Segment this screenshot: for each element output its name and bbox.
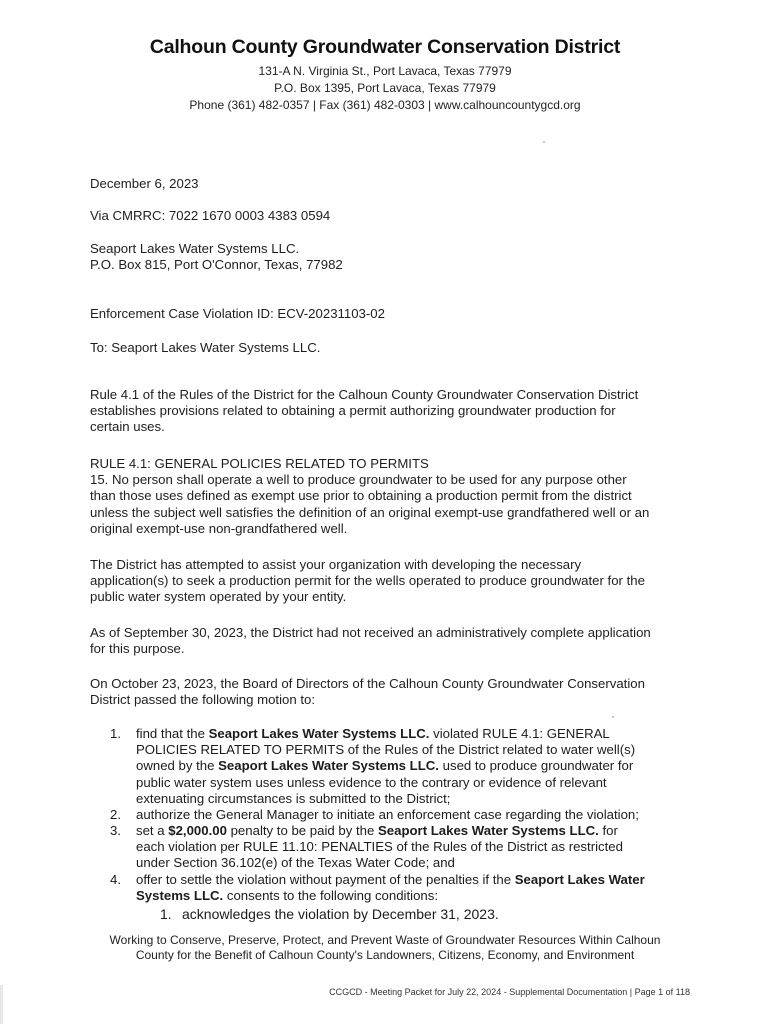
list-item	[110, 823, 700, 873]
text-run: for	[598, 823, 618, 838]
text-run: consents to the following conditions:	[223, 888, 439, 904]
text-line: extenuating circumstances is submitted to the District;	[136, 790, 451, 806]
bold-entity: Seaport Lakes Water Systems LLC.	[377, 823, 599, 838]
paragraph-assistance	[90, 557, 690, 606]
item-number: 4.	[110, 872, 121, 887]
footer-motto	[0, 933, 770, 963]
recipient-name: Seaport Lakes Water Systems LLC.	[90, 241, 300, 256]
paragraph-board-motion	[90, 676, 690, 708]
text-line: public water system uses unless evidence to the contrary or evidence of relevant	[136, 774, 607, 790]
text-line: than those uses defined as exempt use prior to obtaining a production permit from the district	[90, 488, 632, 504]
item-number: 1.	[110, 726, 121, 741]
text-run: penalty to be paid by the	[226, 823, 378, 838]
text-line: under Section 36.102(e) of the Texas Water Code; and	[136, 855, 455, 871]
text-run: used to produce groundwater for	[438, 758, 634, 774]
text-run: violated RULE 4.1: GENERAL	[429, 726, 610, 741]
text-line: acknowledges the violation by December 31, 2023.	[182, 906, 499, 922]
text-line: On October 23, 2023, the Board of Directors of the Calhoun County Groundwater Conservation	[90, 676, 645, 691]
street-address: 131-A N. Virginia St., Port Lavaca, Texas 77979	[258, 64, 512, 78]
bold-entity: Seaport Lakes Water Systems LLC.	[208, 726, 430, 741]
text-line: County for the Benefit of Calhoun County's Landowners, Citizens, Economy, and Environment	[135, 948, 635, 962]
scan-speck	[543, 141, 545, 143]
text-line: POLICIES RELATED TO PERMITS of the Rules of the District related to water well(s)	[136, 742, 636, 758]
text-run: set a	[136, 823, 169, 838]
page-number-footer: CCGCD - Meeting Packet for July 22, 2024 - Supplemental Documentation | Page 1 of 118	[329, 987, 690, 997]
text-line: public water system operated by your entity.	[90, 589, 347, 605]
text-line: original exempt-use non-grandfathered well.	[90, 520, 348, 536]
item-number: 3.	[110, 823, 121, 838]
certified-mail-line: Via CMRRC: 7022 1670 0003 4383 0594	[90, 208, 331, 223]
list-item	[110, 807, 700, 824]
text-line: certain uses.	[90, 419, 165, 435]
paragraph-application-status	[90, 625, 690, 657]
bold-entity: Systems LLC.	[136, 888, 224, 904]
bold-entity: Seaport Lakes Water	[514, 872, 645, 887]
paragraph-rule-intro	[90, 387, 690, 436]
text-run: find that the	[136, 726, 209, 741]
rule-excerpt	[90, 456, 690, 537]
text-line: The District has attempted to assist your organization with developing the necessary	[90, 557, 582, 572]
scan-speck	[612, 716, 614, 718]
text-line: each violation per RULE 11.10: PENALTIES of the Rules of the District as restricted	[136, 839, 623, 855]
text-line: authorize the General Manager to initiate an enforcement case regarding the violation;	[136, 807, 639, 822]
district-title: Calhoun County Groundwater Conservation District	[149, 36, 621, 58]
text-line: unless the subject well satisfies the definition of an original exempt-use grandfathered well or an	[90, 504, 650, 520]
list-item	[110, 726, 700, 808]
penalty-amount: $2,000.00	[168, 823, 227, 838]
text-line: Working to Conserve, Preserve, Protect, and Prevent Waste of Groundwater Resources Within Calhoun	[109, 933, 661, 947]
sub-list-item	[160, 906, 700, 923]
text-line: Rule 4.1 of the Rules of the District for the Calhoun County Groundwater Conservation District	[90, 387, 639, 402]
scan-edge-shadow	[0, 985, 3, 1024]
case-id: Enforcement Case Violation ID: ECV-20231103-02	[90, 306, 385, 321]
text-line: District passed the following motion to:	[90, 692, 316, 708]
contact-line: Phone (361) 482-0357 | Fax (361) 482-0303 | www.calhouncountygcd.org	[189, 98, 581, 112]
text-line: establishes provisions related to obtaining a permit authorizing groundwater production for	[90, 403, 616, 419]
text-line: application(s) to seek a production permit for the wells operated to produce groundwater for the	[90, 573, 645, 589]
text-run: offer to settle the violation without payment of the penalties if the	[136, 872, 515, 887]
rule-heading: RULE 4.1: GENERAL POLICIES RELATED TO PERMITS	[90, 456, 429, 471]
item-number: 1.	[160, 906, 172, 922]
item-number: 2.	[110, 807, 121, 822]
bold-entity: Seaport Lakes Water Systems LLC.	[218, 758, 439, 774]
to-line: To: Seaport Lakes Water Systems LLC.	[90, 340, 321, 355]
text-run: owned by the	[136, 758, 219, 774]
text-line: As of September 30, 2023, the District had not received an administratively complete application	[90, 625, 651, 640]
letter-date: December 6, 2023	[90, 176, 199, 191]
text-line: 15. No person shall operate a well to produce groundwater to be used for any purpose other	[90, 472, 627, 488]
po-box-address: P.O. Box 1395, Port Lavaca, Texas 77979	[274, 81, 496, 95]
recipient-address: P.O. Box 815, Port O'Connor, Texas, 77982	[90, 257, 343, 272]
list-item	[110, 872, 700, 906]
text-line: for this purpose.	[90, 641, 185, 657]
